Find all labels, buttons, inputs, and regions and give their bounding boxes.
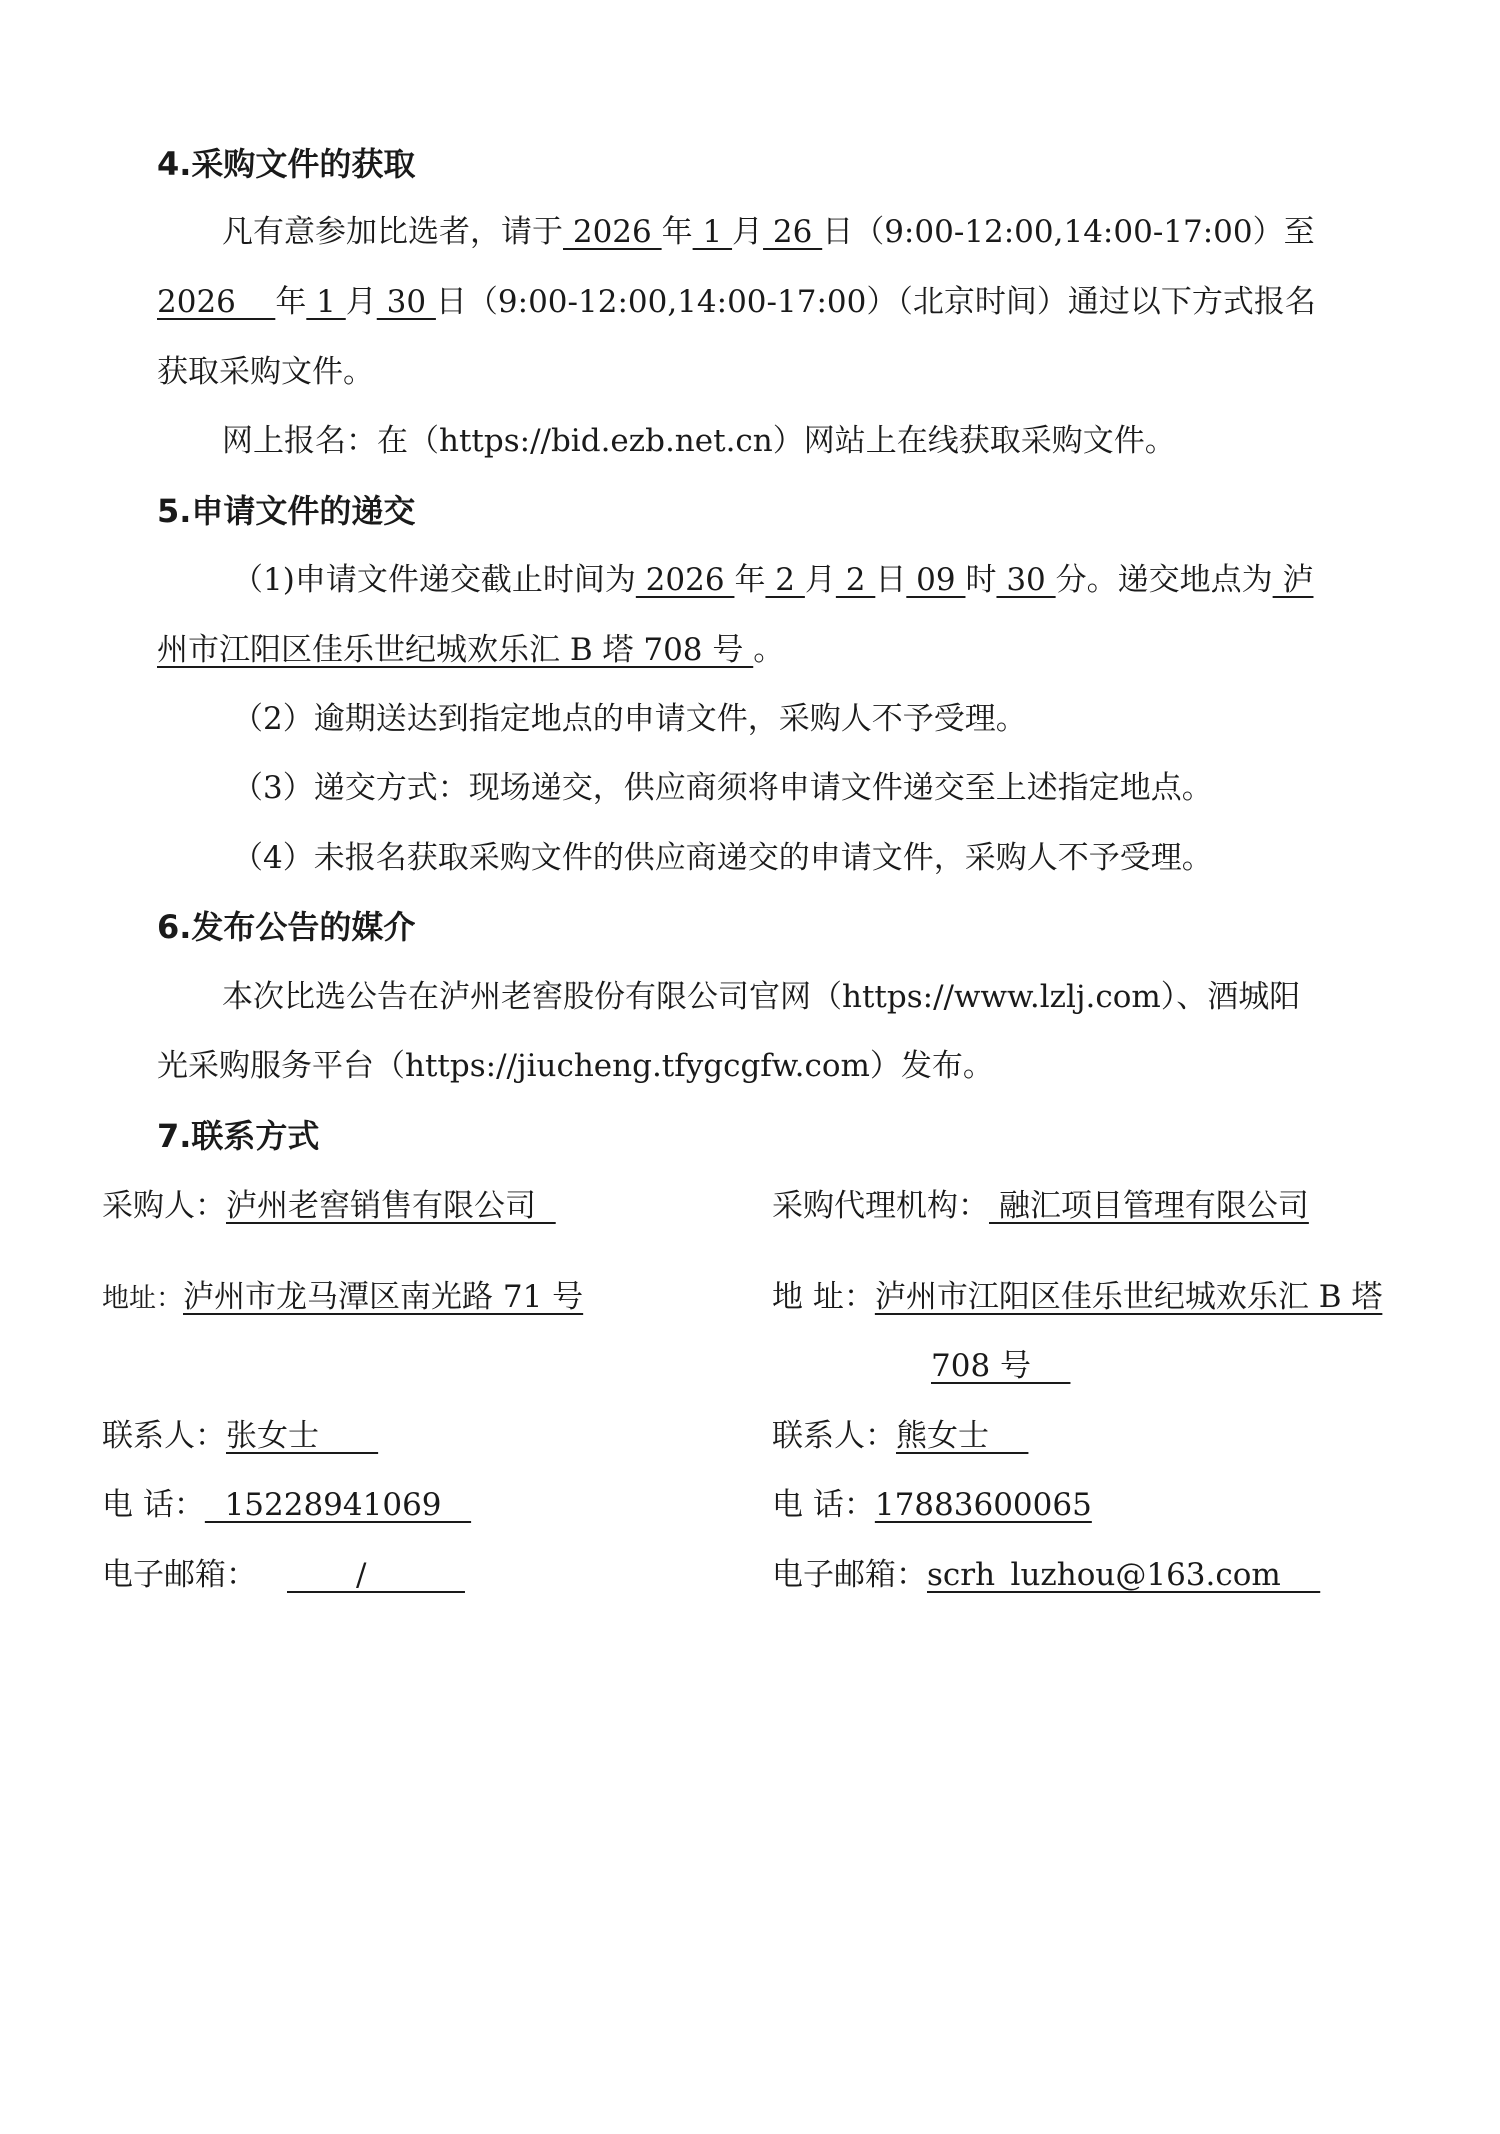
- section-4-heading: 4.采购文件的获取: [157, 145, 416, 183]
- start-year: 2026: [563, 214, 662, 250]
- buyer-contact: 联系人：张女士: [102, 1418, 379, 1454]
- s5-item3: （3）递交方式：现场递交，供应商须将申请文件递交至上述指定地点。: [232, 770, 1213, 806]
- section-7-heading: 7.联系方式: [157, 1117, 320, 1155]
- end-month: 1: [306, 284, 346, 320]
- agency-contact-name: 熊女士: [896, 1418, 1029, 1454]
- submit-place: 州市江阳区佳乐世纪城欢乐汇 B 塔 708 号: [157, 632, 754, 668]
- buyer-contact-name: 张女士: [226, 1418, 379, 1454]
- agency-contact: 联系人：熊女士: [772, 1418, 1029, 1454]
- section-6-heading: 6.发布公告的媒介: [157, 908, 416, 946]
- s6-para-line2: 光采购服务平台（https://jiucheng.tfygcgfw.com）发布。: [157, 1048, 994, 1084]
- deadline-minute: 30: [996, 562, 1056, 598]
- s4-para2: 网上报名：在（https://bid.ezb.net.cn）网站上在线获取采购文件。: [222, 423, 1176, 459]
- submit-place-start: 泸: [1272, 562, 1314, 598]
- end-year: 2026: [157, 284, 276, 320]
- deadline-day: 2: [835, 562, 876, 598]
- s6-para-line1: 本次比选公告在泸州老窖股份有限公司官网（https://www.lzlj.com）、酒城阳: [222, 979, 1301, 1015]
- agency-email-value: scrh_luzhou@163.com: [927, 1557, 1321, 1593]
- buyer-name: 泸州老窖销售有限公司: [226, 1188, 556, 1224]
- buyer-email-value: /: [287, 1557, 465, 1593]
- buyer: 采购人：泸州老窖销售有限公司: [102, 1188, 556, 1224]
- agency-email: 电子邮箱：scrh_luzhou@163.com: [772, 1557, 1321, 1593]
- s5-item2: （2）逾期送达到指定地点的申请文件，采购人不予受理。: [232, 701, 1027, 737]
- section-5-heading: 5.申请文件的递交: [157, 492, 416, 530]
- buyer-email: 电子邮箱： /: [102, 1557, 465, 1593]
- s5-item1-line1: （1)申请文件递交截止时间为 2026 年 2 月 2 日 09 时 30 分。递交地点为 泸: [232, 562, 1314, 598]
- agency-address-value: 泸州市江阳区佳乐世纪城欢乐汇 B 塔: [874, 1279, 1383, 1315]
- agency: 采购代理机构： 融汇项目管理有限公司: [772, 1188, 1309, 1224]
- end-day: 30: [376, 284, 436, 320]
- deadline-year: 2026: [635, 562, 735, 598]
- agency-phone: 电 话：17883600065: [772, 1487, 1092, 1523]
- buyer-phone: 电 话： 15228941069: [102, 1487, 472, 1523]
- buyer-address: 地址：泸州市龙马潭区南光路 71 号: [102, 1279, 584, 1315]
- agency-phone-number: 17883600065: [874, 1487, 1092, 1523]
- start-day: 26: [763, 214, 823, 250]
- buyer-address-value: 泸州市龙马潭区南光路 71 号: [183, 1279, 584, 1315]
- s5-item1-line2: 州市江阳区佳乐世纪城欢乐汇 B 塔 708 号 。: [157, 632, 785, 668]
- agency-address: 地 址：泸州市江阳区佳乐世纪城欢乐汇 B 塔: [772, 1279, 1383, 1315]
- agency-name: 融汇项目管理有限公司: [989, 1188, 1309, 1224]
- deadline-hour: 09: [906, 562, 966, 598]
- deadline-month: 2: [765, 562, 805, 598]
- s4-para1-line3: 获取采购文件。: [157, 354, 374, 390]
- s4-para1-line1: 凡有意参加比选者，请于 2026 年 1 月 26 日（9:00-12:00,14:00-17:00）至: [222, 214, 1315, 250]
- agency-address-line2: 708 号: [931, 1348, 1071, 1384]
- s4-para1-line2: 2026 年 1 月 30 日（9:00-12:00,14:00-17:00）（北京时间）通过以下方式报名: [157, 284, 1316, 320]
- s5-item4: （4）未报名获取采购文件的供应商递交的申请文件，采购人不予受理。: [232, 840, 1213, 876]
- start-month: 1: [692, 214, 733, 250]
- buyer-phone-number: 15228941069: [204, 1487, 472, 1523]
